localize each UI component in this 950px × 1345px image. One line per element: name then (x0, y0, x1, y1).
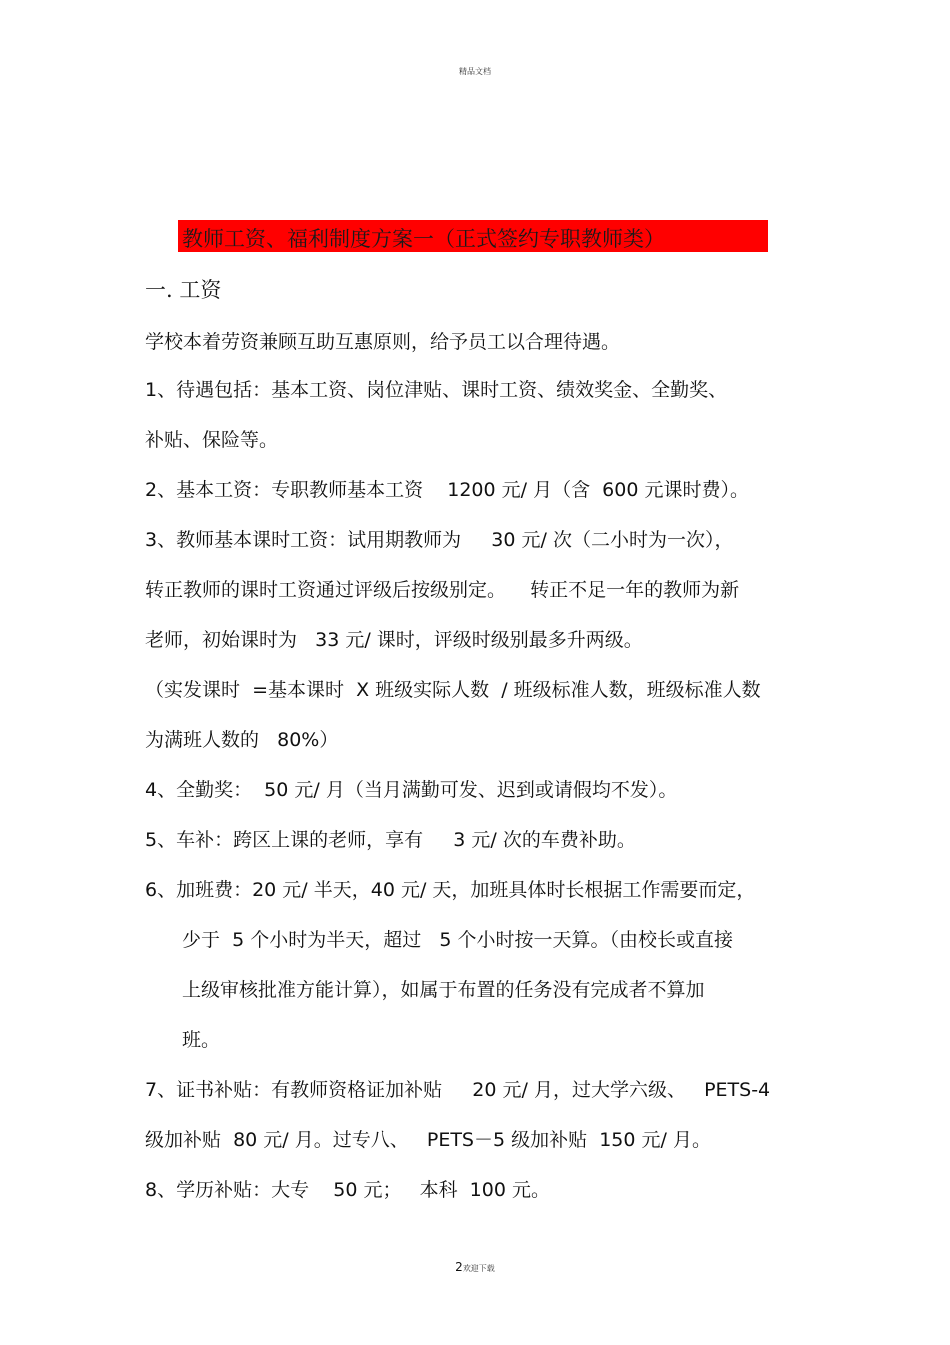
paragraph-line: 级加补贴 80 元/ 月。过专八、 PETS－5 级加补贴 150 元/ 月。 (145, 1129, 711, 1151)
paragraph-line: 班。 (182, 1029, 221, 1051)
paragraph-line: 转正教师的课时工资通过评级后按级别定。 转正不足一年的教师为新 (145, 579, 740, 601)
footer-text: 欢迎下载 (462, 1264, 495, 1273)
paragraph-line: 1、待遇包括：基本工资、岗位津贴、课时工资、绩效奖金、全勤奖、 (145, 379, 728, 401)
document-title: 教师工资、福利制度方案一（正式签约专职教师类） (182, 227, 665, 251)
paragraph-line: 2、基本工资：专职教师基本工资 1200 元/ 月（含 600 元课时费）。 (145, 479, 749, 501)
paragraph-line: 老师，初始课时为 33 元/ 课时，评级时级别最多升两级。 (145, 629, 643, 651)
paragraph-line: 3、教师基本课时工资：试用期教师为 30 元/ 次（二小时为一次）， (145, 529, 734, 551)
paragraph-line: 6、加班费：20 元/ 半天，40 元/ 天，加班具体时长根据工作需要而定， (145, 879, 756, 901)
paragraph-line: 补贴、保险等。 (145, 429, 279, 451)
footer-note (0, 1260, 950, 1274)
header-note: 精品文档 (459, 67, 491, 76)
paragraph-line: 为满班人数的 80%） (145, 729, 339, 751)
paragraph-line: 8、学历补贴：大专 50 元； 本科 100 元。 (145, 1179, 550, 1201)
title-bar (178, 220, 768, 252)
paragraph-line: 4、全勤奖： 50 元/ 月（当月满勤可发、迟到或请假均不发）。 (145, 779, 678, 801)
paragraph-line: 学校本着劳资兼顾互助互惠原则，给予员工以合理待遇。 (145, 331, 621, 353)
paragraph-line: 7、证书补贴：有教师资格证加补贴 20 元/ 月，过大学六级、 PETS-4 (145, 1079, 771, 1101)
paragraph-line: 上级审核批准方能计算），如属于布置的任务没有完成者不算加 (182, 979, 705, 1001)
paragraph-line: 5、车补：跨区上课的老师，享有 3 元/ 次的车费补助。 (145, 829, 636, 851)
page-number: 2 (455, 1260, 463, 1274)
paragraph-line: （实发课时 =基本课时 X 班级实际人数 / 班级标准人数，班级标准人数 (145, 679, 761, 701)
section-heading: 一. 工资 (145, 278, 222, 302)
paragraph-line: 少于 5 个小时为半天，超过 5 个小时按一天算。（由校长或直接 (182, 929, 733, 951)
